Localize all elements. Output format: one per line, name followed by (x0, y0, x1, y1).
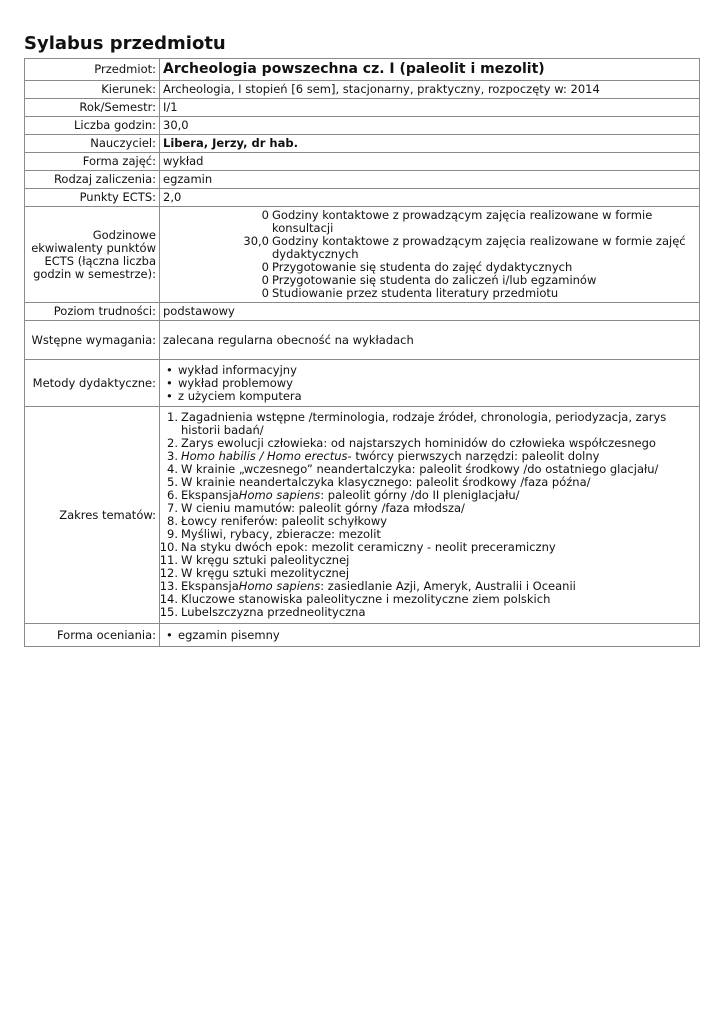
topic-number: 11. (159, 553, 178, 567)
field-value: Archeologia, I stopień [6 sem], stacjonarny, praktyczny, rozpoczęty w: 2014 (160, 81, 700, 99)
difficulty-value: podstawowy (160, 303, 700, 321)
topic-text: Łowcy reniferów: paleolit schyłkowy (181, 514, 388, 528)
hours-label: Liczba godzin: (25, 117, 160, 135)
row-year (25, 99, 700, 117)
topic-number: 2. (167, 436, 178, 450)
methods-item-text: wykład informacyjny (178, 362, 297, 377)
topic-number: 8. (167, 514, 178, 528)
form-value: wykład (160, 153, 700, 171)
ects-hours-number: 0 (261, 260, 269, 274)
methods-item-text: wykład problemowy (178, 375, 293, 390)
topic-text: Na styku dwóch epok: mezolit ceramiczny - neolit preceramiczny (181, 540, 556, 554)
row-field (25, 81, 700, 99)
row-assessment-type (25, 171, 700, 189)
topic-text: Myśliwi, rybacy, zbieracze: mezolit (181, 527, 381, 541)
subject-value: Archeologia powszechna cz. I (paleolit i mezolit) (160, 59, 700, 81)
topic-text-italic: Homo sapiens (238, 488, 321, 502)
methods-value (160, 360, 700, 407)
methods-item-text: z użyciem komputera (178, 388, 302, 403)
topic-number: 13. (159, 579, 178, 593)
topic-number: 9. (167, 527, 178, 541)
ects-hours-number: 0 (261, 286, 269, 300)
ects-hours-item (163, 209, 696, 235)
topic-text-italic: Homo habilis / Homo erectus (181, 449, 348, 463)
topic-number: 1. (167, 410, 178, 424)
assessment-type-label: Rodzaj zaliczenia: (25, 171, 160, 189)
row-teacher (25, 135, 700, 153)
ects-hours-item (163, 235, 696, 261)
topic-number: 6. (167, 488, 178, 502)
topic-text: Zagadnienia wstępne /terminologia, rodzaje źródeł, chronologia, periodyzacja, zarys historii badań/ (181, 410, 667, 437)
methods-item (163, 390, 696, 403)
methods-label: Metody dydaktyczne: (25, 360, 160, 407)
grading-item-text: egzamin pisemny (178, 627, 280, 642)
topic-item (163, 411, 696, 437)
topic-text-after: : paleolit górny /do II pleniglacjału/ (320, 488, 520, 502)
prerequisites-value: zalecana regularna obecność na wykładach (160, 321, 700, 360)
topic-number: 5. (167, 475, 178, 489)
row-ects (25, 189, 700, 207)
form-label: Forma zajęć: (25, 153, 160, 171)
topic-text-italic: Homo sapiens (238, 579, 321, 593)
topic-text: W kręgu sztuki mezolitycznej (181, 566, 350, 580)
ects-value: 2,0 (160, 189, 700, 207)
ects-hours-value (160, 207, 700, 303)
topic-text: W cieniu mamutów: paleolit górny /faza młodsza/ (181, 501, 465, 515)
ects-hours-item (163, 287, 696, 300)
ects-hours-number: 0 (261, 273, 269, 287)
ects-hours-list (163, 209, 696, 300)
bullet-marker: • (166, 388, 173, 403)
row-methods (25, 360, 700, 407)
row-prerequisites (25, 321, 700, 360)
topic-number: 7. (167, 501, 178, 515)
topic-text: Kluczowe stanowiska paleolityczne i mezolityczne ziem polskich (181, 592, 551, 606)
bullet-marker: • (166, 375, 173, 390)
topic-text: W krainie „wczesnego” neandertalczyka: paleolit środkowy /do ostatniego glacjału/ (181, 462, 659, 476)
ects-hours-description: Przygotowanie się studenta do zajęć dydaktycznych (272, 260, 573, 274)
row-hours (25, 117, 700, 135)
grading-label: Forma oceniania: (25, 624, 160, 647)
ects-hours-description: Godziny kontaktowe z prowadzącym zajęcia realizowane w formie zajęć dydaktycznych (272, 234, 686, 261)
topic-text: Lubelszczyzna przedneolityczna (181, 605, 366, 619)
page-title: Sylabus przedmiotu (24, 33, 226, 54)
teacher-label: Nauczyciel: (25, 135, 160, 153)
topic-text: W kręgu sztuki paleolitycznej (181, 553, 350, 567)
year-value: I/1 (160, 99, 700, 117)
syllabus-table (24, 58, 700, 647)
row-form (25, 153, 700, 171)
assessment-type-value: egzamin (160, 171, 700, 189)
field-label: Kierunek: (25, 81, 160, 99)
row-ects-hours (25, 207, 700, 303)
ects-hours-label: Godzinowe ekwiwalenty punktów ECTS (łączna liczba godzin w semestrze): (25, 207, 160, 303)
row-subject (25, 59, 700, 81)
topic-text-after: - twórcy pierwszych narzędzi: paleolit dolny (347, 449, 600, 463)
bullet-marker: • (166, 627, 173, 642)
prerequisites-label: Wstępne wymagania: (25, 321, 160, 360)
teacher-value: Libera, Jerzy, dr hab. (160, 135, 700, 153)
grading-item (163, 629, 696, 642)
topics-list (159, 410, 696, 619)
hours-value: 30,0 (160, 117, 700, 135)
bullet-marker: • (166, 362, 173, 377)
ects-hours-description: Studiowanie przez studenta literatury przedmiotu (272, 286, 559, 300)
topic-number: 12. (159, 566, 178, 580)
ects-label: Punkty ECTS: (25, 189, 160, 207)
ects-hours-description: Przygotowanie się studenta do zaliczeń i/lub egzaminów (272, 273, 597, 287)
topics-value (160, 407, 700, 624)
topic-item (159, 605, 696, 619)
topic-text-after: : zasiedlanie Azji, Ameryk, Australii i Oceanii (320, 579, 576, 593)
row-topics (25, 407, 700, 624)
topic-number: 14. (159, 592, 178, 606)
topics-label: Zakres tematów: (25, 407, 160, 624)
grading-list (163, 629, 696, 642)
grading-value (160, 624, 700, 647)
topic-text: Ekspansja (181, 488, 239, 502)
subject-label: Przedmiot: (25, 59, 160, 81)
ects-hours-number: 0 (261, 208, 269, 222)
row-difficulty (25, 303, 700, 321)
topic-number: 4. (167, 462, 178, 476)
topic-number: 10. (159, 540, 178, 554)
difficulty-label: Poziom trudności: (25, 303, 160, 321)
ects-hours-description: Godziny kontaktowe z prowadzącym zajęcia realizowane w formie konsultacji (272, 208, 653, 235)
topic-number: 15. (159, 605, 178, 619)
topic-number: 3. (167, 449, 178, 463)
ects-hours-number: 30,0 (243, 234, 269, 248)
topic-text: Zarys ewolucji człowieka: od najstarszych hominidów do człowieka współczesnego (181, 436, 656, 450)
row-grading (25, 624, 700, 647)
topic-text: Ekspansja (181, 579, 239, 593)
year-label: Rok/Semestr: (25, 99, 160, 117)
methods-list (163, 364, 696, 403)
topic-text: W krainie neandertalczyka klasycznego: paleolit środkowy /faza późna/ (181, 475, 591, 489)
